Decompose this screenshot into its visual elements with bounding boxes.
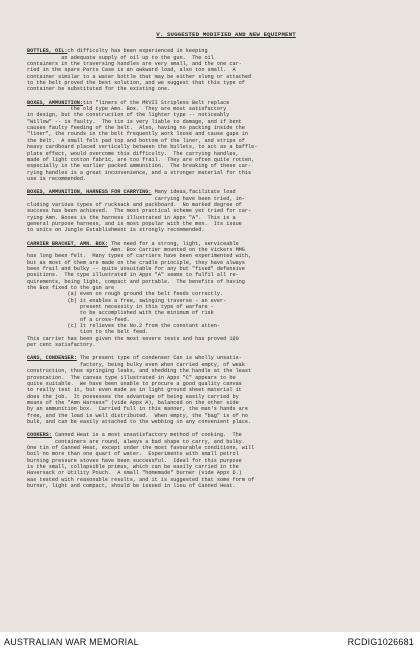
- text-line: by an ammunition box. Carried full in this manner, the man's hands are: [27, 406, 249, 413]
- list-item: (b) it enables a free, swinging traverse - an ever-: [27, 297, 227, 304]
- text-line: to units on Jungle Establishment is strongly recommended.: [27, 227, 205, 234]
- text-line: plate effect, would overcome this difficulty. The carrying handles,: [27, 150, 239, 157]
- list-item: to be accomplished with the minimum of risk: [27, 310, 214, 317]
- text-line: Amn. Box Carrier mounted on the Vickers MMG: [27, 246, 245, 253]
- line-text: tin "liners of the MkVII Stripless Belt replace: [83, 99, 230, 106]
- text-line: bulk, and can be easily attached to the webbing in any convenient place.: [27, 418, 252, 425]
- section: [27, 189, 413, 233]
- text-line: use is recommended.: [27, 175, 87, 182]
- archive-footer: [0, 632, 420, 654]
- text-line: burner, light and compact, should be issued in lieu of Canned Heat.: [27, 483, 236, 489]
- section-heading: CANS, CONDENSER:: [27, 355, 77, 362]
- text-line: the Box fixed to the gun are: [27, 285, 115, 292]
- text-line: factory, being bulky even when carried empty, of weak: [27, 361, 245, 368]
- text-line: container be substituted for the existing one.: [27, 86, 171, 93]
- text-line: positions. The type illustrated in Appx "A" seems to fulfil all re-: [27, 272, 239, 279]
- text-line: to really test it, but even made as in light ground sheet material it: [27, 387, 242, 394]
- text-line: does the job. It possesses the advantage of being easily carried by: [27, 393, 239, 400]
- text-line: rying handles is a great inconvenience, and a stronger material for this: [27, 169, 252, 176]
- section: [27, 241, 413, 349]
- text-line: cluding various types of rucksack and packboard. No marked degree of: [27, 201, 242, 208]
- text-line: has long been felt. Many types of carriers have been experimented with,: [27, 253, 252, 260]
- text-line: to the belt proved the best solution, and we suggest that this type of: [27, 80, 245, 87]
- section: [27, 432, 413, 489]
- section: [27, 48, 413, 92]
- text-line: quirements, being light, compact and portable. The benefits of having: [27, 278, 245, 285]
- text-line: free, and the load is well distributed. When empty, the "bag" is of no: [27, 412, 249, 419]
- section-heading: BOXES, AMMUNITION:: [27, 99, 84, 106]
- text-line: success has been achieved. The most practical scheme yet tried for car-: [27, 208, 252, 215]
- text-line: especially in the earlier packed ammunition. The breaking of these car-: [27, 163, 252, 170]
- text-line: rying Amn. Boxes is the harness illustrated in Appx "A". This is a: [27, 214, 236, 221]
- text-line: was tested with reasonable results, and it is suggested that some form of: [27, 476, 255, 483]
- text-line: per cent satisfactory.: [27, 342, 96, 349]
- archive-name: AUSTRALIAN WAR MEMORIAL: [4, 637, 139, 647]
- text-line: construction, thus springing leaks, and shedding the handle at the least: [27, 368, 252, 375]
- text-line: container similar to a water bottle that may be either slung or attached: [27, 73, 252, 80]
- text-line: in design, but the construction of the lighter type -- noticeably: [27, 112, 230, 119]
- text-line: boil no more than one quart of water. Experiments with small petrol: [27, 451, 239, 458]
- text-line: the old type Amn. Box. They are most satisfactory: [27, 106, 227, 113]
- text-line: made of light cotton fabric, are too frail. They are often quite rotten,: [27, 156, 255, 163]
- line-text: Canned Heat is a most unsatisfactory method of cooking. The: [51, 432, 242, 439]
- text-line: means of the "Amn Harness" (vide Appx A), balanced on the other side: [27, 399, 239, 406]
- section: [27, 100, 413, 182]
- text-line: heavy cardboard placed vertically between the bullets, to act as a baffle-: [27, 144, 258, 151]
- text-line: an adequate supply of oil up to the gun. The oil: [27, 54, 214, 61]
- text-line: containers are round, always a bad shape to carry, and bulky.: [27, 438, 245, 445]
- list-item: present necessity in this type of warfare -: [27, 304, 214, 311]
- section: [27, 355, 413, 425]
- text-line: quite suitable. We have been unable to procure a good quality canvas: [27, 380, 242, 387]
- document-body: [27, 6, 413, 496]
- text-line: Haversack or Utility Pouch. A small "homemade" burner (vide Appx D.): [27, 470, 242, 477]
- text-line: provocation. The canvas type illustrated in Appx "C" appears to be: [27, 374, 236, 381]
- text-line: the belt. A small felt pad top and bottom of the liner, and strips of: [27, 137, 245, 144]
- text-line: but as most of them are made on the cradle principle, they have always: [27, 259, 245, 266]
- line-text: Many ideas,facilitate load: [151, 189, 236, 196]
- text-line: ried in the spare Parts Case is an awkward load, also too small. A: [27, 67, 236, 74]
- text-line: "liner", the rounds in the belt frequently work loose and cause gaps in: [27, 131, 249, 138]
- list-item: of a cross-feed.: [27, 316, 130, 323]
- page-title: V. SUGGESTED MODIFIED AND NEW EQUIPMENT: [156, 31, 296, 38]
- text-line: causes faulty feeding of the belt. Also, having no packing inside the: [27, 125, 245, 132]
- text-line: "Willow" -- is faulty. The tin is very liable to damage, and if bent: [27, 118, 242, 125]
- line-text: The need for a strong, light, serviceable: [107, 240, 239, 247]
- list-item: (c) It relieves the No.2 from the constant atten-: [27, 323, 221, 330]
- section-heading: BOXES, AMMUNITION, HARNESS FOR CARRYING:: [27, 189, 152, 196]
- list-item: tion to the belt feed.: [27, 329, 149, 336]
- text-line: burning pressure stoves have been successful. Ideal for this purpose: [27, 457, 242, 464]
- line-text: ch difficulty has been experienced in keeping: [67, 48, 208, 55]
- text-line: been frail and bulky -- quite unsuitable for any but "fixed" defensive: [27, 266, 245, 272]
- text-line: This carrier has been given the most severe tests and has proved 100: [27, 335, 239, 342]
- section-heading: COOKERS:: [27, 432, 52, 439]
- text-line: carrying have been tried, in-: [27, 195, 245, 202]
- sections-container: [27, 48, 413, 489]
- list-item: (a) even on rough ground the belt feeds correctly.: [27, 291, 224, 298]
- section-heading: BOTTLES, OIL:: [27, 48, 68, 55]
- text-line: is the small, collapsible primus, which can be easily carried in the: [27, 463, 239, 470]
- text-line: general purpose harness, and is most popular with the men. Its issue: [27, 220, 242, 227]
- text-line: containers in the traversing handles are very small, and the one car-: [27, 61, 242, 68]
- line-text: The present type of condenser Can is wholly unsatis-: [76, 355, 242, 362]
- text-line: One tin of Canned Heat, except under the most favourable conditions, will: [27, 444, 255, 451]
- section-heading: CARRIER BRACKET, AMN. BOX:: [27, 240, 108, 247]
- record-id: RCDIG1026681: [347, 637, 414, 647]
